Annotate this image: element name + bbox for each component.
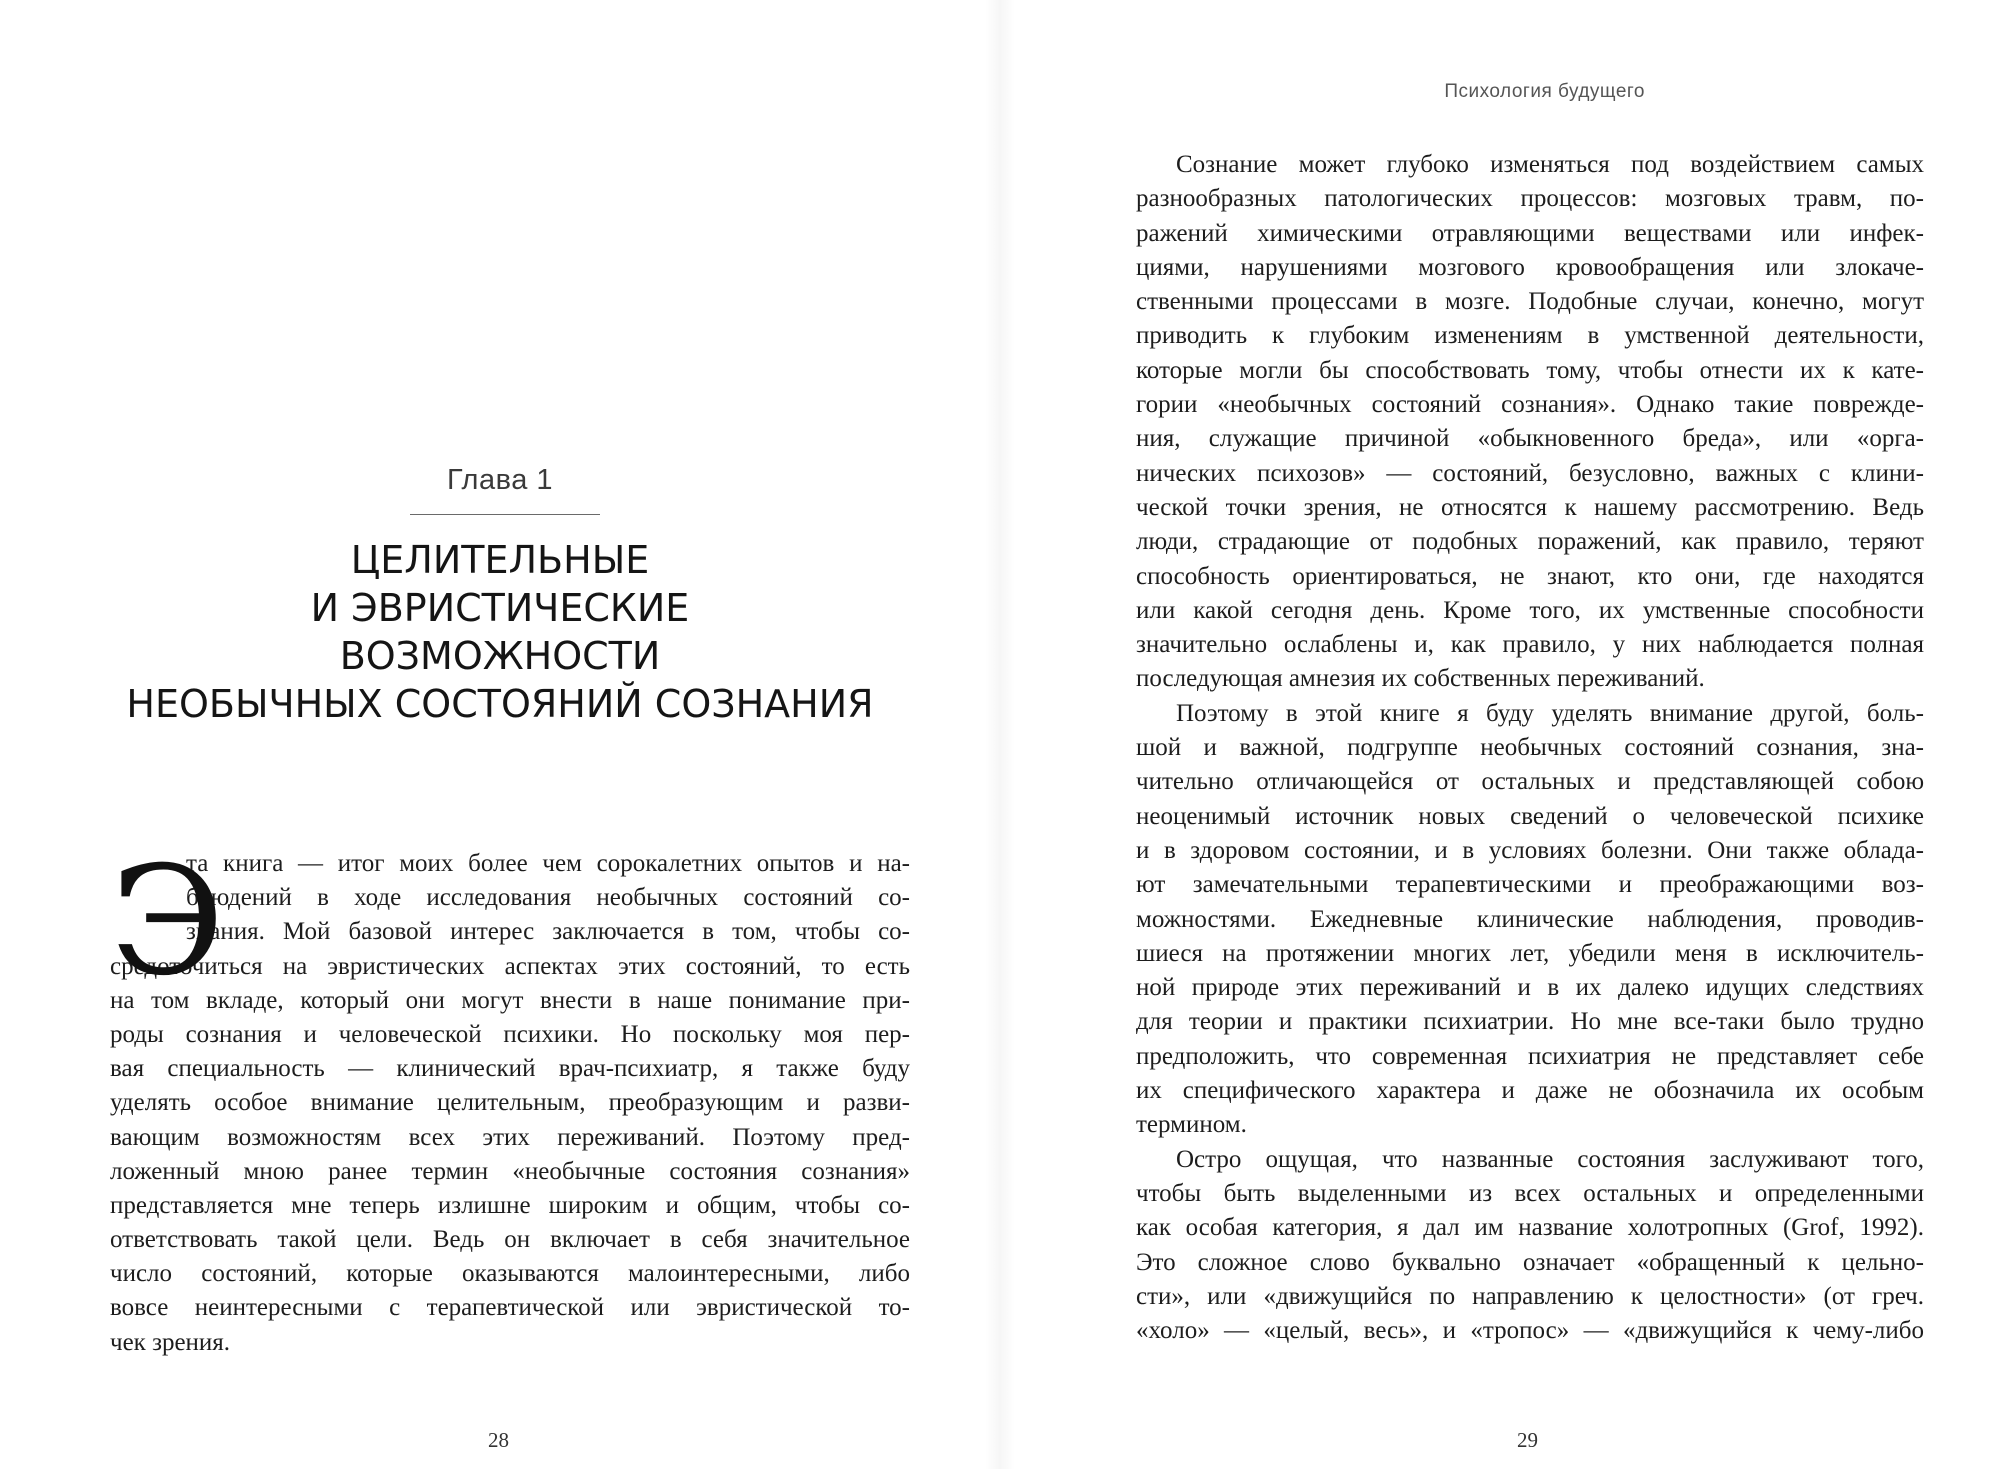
text-line: неоценимый источник новых сведений о человеческой психике bbox=[1136, 802, 1924, 830]
chapter-title-line: ВОЗМОЖНОСТИ bbox=[339, 634, 661, 678]
text-line: значительно ослаблены и, как правило, у них наблюдается полная bbox=[1136, 631, 1924, 659]
text-line: знания. Мой базовой интерес заключается в том, чтобы со- bbox=[186, 918, 910, 946]
text-line: представляется мне теперь излишне широким и общим, чтобы со- bbox=[110, 1191, 910, 1219]
text-line: уделять особое внимание целительным, преобразующим и разви- bbox=[110, 1089, 910, 1117]
running-head: Психология будущего bbox=[1444, 81, 1645, 102]
text-line: чительно отличающейся от остальных и представляющей собою bbox=[1136, 768, 1924, 796]
text-line: можностями. Ежедневные клинические наблюдения, проводив- bbox=[1136, 905, 1924, 933]
text-line: разнообразных патологических процессов: мозговых травм, по- bbox=[1136, 185, 1924, 213]
text-line: или какой сегодня день. Кроме того, их умственные способности bbox=[1136, 596, 1924, 624]
drop-cap: Э bbox=[110, 835, 225, 1009]
text-line: нических психозов» — состояний, безусловно, важных с клини- bbox=[1136, 459, 1924, 487]
text-line: как особая категория, я дал им название холотропных (Grof, 1992). bbox=[1136, 1214, 1924, 1242]
text-line: блюдений в ходе исследования необычных состояний со- bbox=[186, 884, 910, 912]
text-line: предположить, что современная психиатрия не представляет себе bbox=[1136, 1042, 1924, 1070]
text-line: и в здоровом состоянии, и в условиях болезни. Они также облада- bbox=[1136, 836, 1924, 864]
right-body-text bbox=[1136, 148, 1924, 1348]
text-line: та книга — итог моих более чем сорокалетних опытов и на- bbox=[186, 850, 910, 877]
text-line: ответствовать такой цели. Ведь он включает в себя значительное bbox=[110, 1226, 910, 1254]
left-body-text bbox=[110, 835, 910, 1360]
text-line: средоточиться на эвристических аспектах этих состояний, то есть bbox=[110, 952, 910, 980]
chapter-title-line: И ЭВРИСТИЧЕСКИЕ bbox=[310, 586, 690, 630]
text-line: ражений химическими отравляющими веществами или инфек- bbox=[1136, 219, 1924, 247]
text-line: чек зрения. bbox=[110, 1328, 231, 1356]
text-line: шиеся на протяжении многих лет, убедили меня в исключитель- bbox=[1136, 939, 1924, 967]
text-line: циями, нарушениями мозгового кровообращения или злокаче- bbox=[1136, 253, 1924, 281]
text-line: ной природе этих переживаний и в их далеко идущих следствиях bbox=[1136, 974, 1924, 1002]
chapter-label: Глава 1 bbox=[446, 464, 554, 496]
chapter-title-line: НЕОБЫЧНЫХ СОСТОЯНИЙ СОЗНАНИЯ bbox=[126, 682, 874, 726]
text-line: гории «необычных состояний сознания». Однако такие поврежде- bbox=[1136, 391, 1924, 419]
page-number: 28 bbox=[488, 1428, 509, 1452]
text-line: вовсе неинтересными с терапевтической или эвристической то- bbox=[110, 1294, 910, 1322]
text-line: роды сознания и человеческой психики. Но поскольку моя пер- bbox=[110, 1020, 910, 1048]
text-line: вающим возможностям всех этих переживаний. Поэтому пред- bbox=[110, 1123, 910, 1151]
text-line: вая специальность — клинический врач-психиатр, я также буду bbox=[110, 1055, 910, 1083]
text-line: приводить к глубоким изменениям в умственной деятельности, bbox=[1136, 322, 1924, 350]
text-line: последующая амнезия их собственных переживаний. bbox=[1136, 665, 1705, 693]
text-line: ния, служащие причиной «обыкновенного бреда», или «орга- bbox=[1136, 425, 1924, 453]
text-line: ческой точки зрения, не относятся к нашему рассмотрению. Ведь bbox=[1136, 493, 1924, 521]
text-line: которые могли бы способствовать тому, чтобы отнести их к кате- bbox=[1136, 356, 1924, 384]
text-line: «холо» — «целый, весь», и «тропос» — «движущийся к чему-либо bbox=[1136, 1317, 1924, 1345]
text-line: сти», или «движущийся по направлению к целостности» (от греч. bbox=[1136, 1282, 1924, 1310]
text-line: их специфического характера и даже не обозначила их особым bbox=[1136, 1077, 1924, 1105]
text-line: ют замечательными терапевтическими и преображающими воз- bbox=[1136, 871, 1924, 899]
text-line: шой и важной, подгруппе необычных состояний сознания, зна- bbox=[1136, 734, 1924, 762]
chapter-divider bbox=[410, 514, 600, 515]
chapter-title bbox=[0, 536, 1000, 728]
text-line: ложенный мною ранее термин «необычные состояния сознания» bbox=[110, 1157, 910, 1185]
text-line: Это сложное слово буквально означает «обращенный к цельно- bbox=[1136, 1248, 1924, 1276]
text-line: способность ориентироваться, не знают, кто они, где находятся bbox=[1136, 562, 1924, 590]
text-line: люди, страдающие от подобных поражений, как правило, теряют bbox=[1136, 528, 1924, 556]
text-line: Остро ощущая, что названные состояния заслуживают того, bbox=[1176, 1145, 1924, 1173]
text-line: для теории и практики психиатрии. Но мне все-таки было трудно bbox=[1136, 1008, 1924, 1036]
text-line: чтобы быть выделенными из всех остальных и определенными bbox=[1136, 1179, 1924, 1207]
text-line: термином. bbox=[1136, 1111, 1247, 1139]
text-line: Поэтому в этой книге я буду уделять внимание другой, боль- bbox=[1176, 699, 1924, 727]
text-line: на том вкладе, который они могут внести в наше понимание при- bbox=[110, 986, 910, 1014]
text-line: число состояний, которые оказываются малоинтересными, либо bbox=[110, 1260, 910, 1288]
chapter-title-line: ЦЕЛИТЕЛЬНЫЕ bbox=[350, 538, 650, 582]
page-number: 29 bbox=[1517, 1428, 1538, 1452]
text-line: Сознание может глубоко изменяться под воздействием самых bbox=[1176, 151, 1924, 178]
text-line: ственными процессами в мозге. Подобные случаи, конечно, могут bbox=[1136, 288, 1924, 316]
